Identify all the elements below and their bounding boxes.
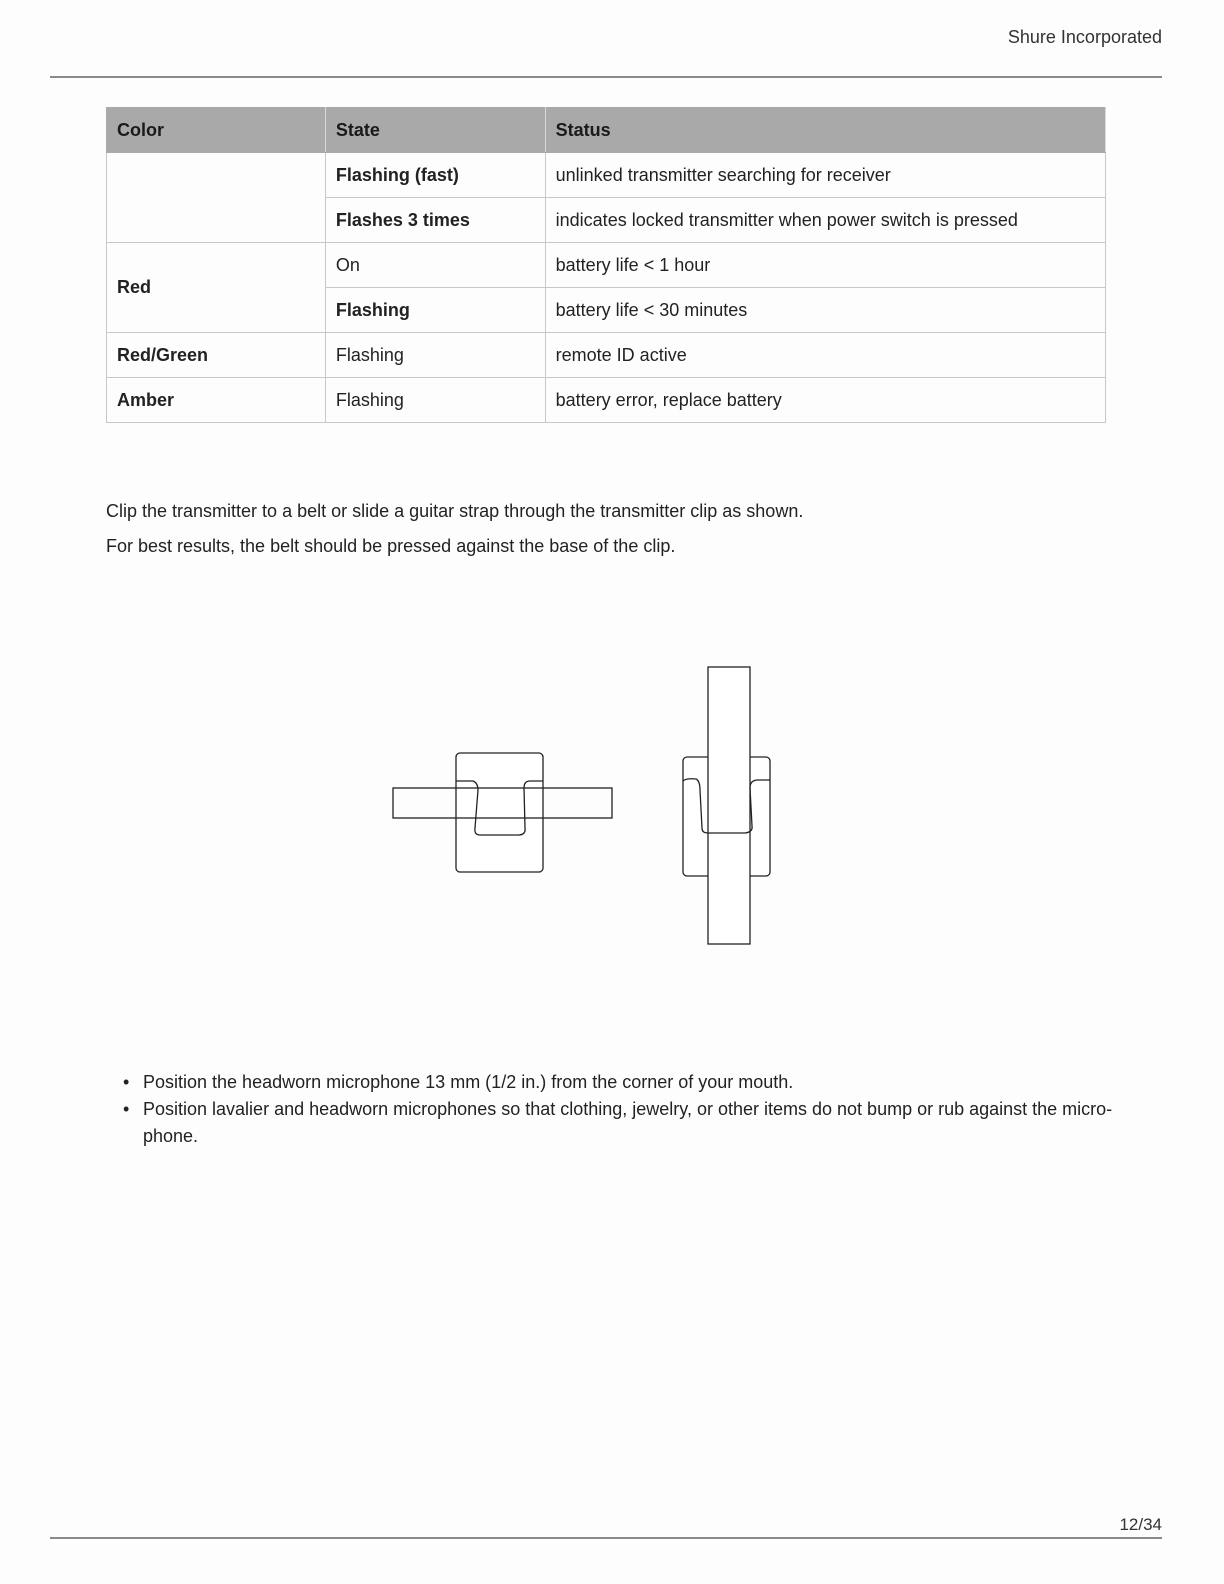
list-item: • Position the headworn microphone 13 mm (1/2 in.) from the corner of your mouth.: [143, 1069, 1143, 1096]
belt-tip-text: For best results, the belt should be pressed against the base of the clip.: [106, 536, 676, 556]
led-status-table: [106, 107, 1106, 423]
status-cell: remote ID active: [545, 333, 1105, 378]
vertical-strap-clip-drawing: [683, 667, 770, 944]
color-cell: Red/Green: [107, 333, 326, 378]
header-divider: [50, 76, 1162, 78]
status-cell: battery error, replace battery: [545, 378, 1105, 423]
guitar-strap-vertical: [708, 667, 750, 944]
color-cell: Amber: [107, 378, 326, 423]
state-cell: Flashing: [325, 288, 545, 333]
transmitter-body-left: [456, 753, 543, 872]
state-cell: On: [325, 243, 545, 288]
status-cell: battery life < 30 minutes: [545, 288, 1105, 333]
column-header-status: Status: [545, 108, 1105, 153]
horizontal-belt-clip-drawing: [393, 753, 612, 872]
microphone-tips-list: [106, 1069, 1143, 1150]
status-cell: unlinked transmitter searching for receiver: [545, 153, 1105, 198]
table-row: [107, 378, 1106, 423]
state-cell: Flashing: [325, 378, 545, 423]
column-header-state: State: [325, 108, 545, 153]
column-header-color: Color: [107, 108, 326, 153]
table-row: [107, 333, 1106, 378]
status-cell: indicates locked transmitter when power switch is pressed: [545, 198, 1105, 243]
state-cell: Flashes 3 times: [325, 198, 545, 243]
color-cell: [107, 153, 326, 243]
table-header-row: [107, 108, 1106, 153]
footer-divider: [50, 1537, 1162, 1539]
state-cell: Flashing: [325, 333, 545, 378]
belt-clip-illustration: [380, 660, 800, 960]
header-company-name: Shure Incorporated: [1007, 27, 1162, 47]
table-row: [107, 243, 1106, 288]
list-item: • Position lavalier and headworn microphones so that clothing, jewelry, or other items do not bump or rub against the micro-phone.: [143, 1096, 1143, 1150]
page-number: 12/34: [1119, 1515, 1162, 1534]
table-row: [107, 153, 1106, 198]
state-cell: Flashing (fast): [325, 153, 545, 198]
clip-instruction-text: Clip the transmitter to a belt or slide a guitar strap through the transmitter clip as shown.: [106, 501, 804, 521]
status-cell: battery life < 1 hour: [545, 243, 1105, 288]
color-cell: Red: [107, 243, 326, 333]
